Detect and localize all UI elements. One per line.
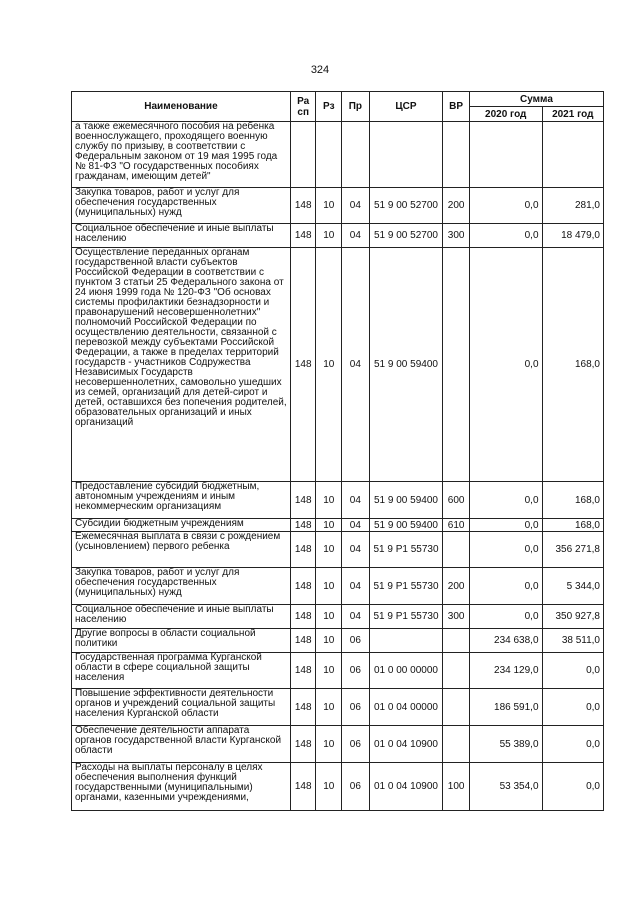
cell-rz: 10: [316, 224, 342, 248]
cell-pr: 04: [342, 224, 370, 248]
cell-pr: 04: [342, 248, 370, 482]
cell-csr: 51 9 P1 55730: [369, 532, 443, 568]
cell-name: а также ежемесячного пособия на ребенка военнослужащего, проходящего военную службу по призыву, в соответствии с Федеральным законом от 19 мая 1995 года № 81-ФЗ "О государственных пособиях гражданам, имеющим детей": [72, 122, 291, 188]
table-row: [72, 568, 604, 605]
cell-2020: 234 638,0: [469, 629, 542, 653]
cell-ra: 148: [290, 726, 316, 763]
cell-rz: [316, 122, 342, 188]
cell-ra: 148: [290, 248, 316, 482]
table-row: [72, 653, 604, 689]
cell-2020: 0,0: [469, 188, 542, 224]
table-row: [72, 605, 604, 629]
cell-2021: 5 344,0: [542, 568, 603, 605]
table-row: [72, 532, 604, 568]
cell-2021: 356 271,8: [542, 532, 603, 568]
cell-csr: [369, 629, 443, 653]
cell-2020: [469, 122, 542, 188]
cell-2020: 0,0: [469, 568, 542, 605]
header-rz: Рз: [316, 92, 342, 122]
cell-ra: 148: [290, 763, 316, 811]
header-year-2020: 2020 год: [469, 107, 542, 122]
table-row: [72, 763, 604, 811]
cell-vr: 300: [443, 605, 470, 629]
cell-name: Предоставление субсидий бюджетным, автономным учреждениям и иным некоммерческим организациям: [72, 482, 291, 519]
cell-rz: 10: [316, 248, 342, 482]
cell-rz: 10: [316, 519, 342, 532]
table-body: [72, 122, 604, 811]
cell-vr: 610: [443, 519, 470, 532]
cell-name: Субсидии бюджетным учреждениям: [72, 519, 291, 532]
page-number: 324: [310, 64, 330, 76]
cell-vr: [443, 248, 470, 482]
cell-2021: 168,0: [542, 248, 603, 482]
header-name: Наименование: [72, 92, 291, 122]
cell-2020: 53 354,0: [469, 763, 542, 811]
cell-vr: 100: [443, 763, 470, 811]
cell-csr: 51 9 00 59400: [369, 482, 443, 519]
cell-pr: [342, 122, 370, 188]
cell-pr: 06: [342, 726, 370, 763]
cell-2021: 281,0: [542, 188, 603, 224]
cell-pr: 04: [342, 605, 370, 629]
cell-vr: 200: [443, 568, 470, 605]
cell-name: Социальное обеспечение и иные выплаты населению: [72, 224, 291, 248]
cell-2020: 0,0: [469, 248, 542, 482]
cell-csr: 51 9 00 52700: [369, 188, 443, 224]
cell-rz: 10: [316, 532, 342, 568]
cell-name: Расходы на выплаты персоналу в целях обеспечения выполнения функций государственными (муниципальными) органами, казенными учреждениями,: [72, 763, 291, 811]
cell-vr: [443, 689, 470, 726]
table-row: [72, 122, 604, 188]
cell-ra: 148: [290, 224, 316, 248]
cell-ra: 148: [290, 605, 316, 629]
cell-name: Ежемесячная выплата в связи с рождением (усыновлением) первого ребенка: [72, 532, 291, 568]
cell-pr: 04: [342, 188, 370, 224]
cell-ra: 148: [290, 629, 316, 653]
cell-vr: [443, 629, 470, 653]
cell-2021: 168,0: [542, 482, 603, 519]
cell-pr: 06: [342, 763, 370, 811]
cell-pr: 04: [342, 568, 370, 605]
cell-rz: 10: [316, 653, 342, 689]
cell-ra: 148: [290, 519, 316, 532]
cell-csr: 51 9 00 52700: [369, 224, 443, 248]
cell-ra: 148: [290, 532, 316, 568]
cell-pr: 04: [342, 482, 370, 519]
cell-2021: 0,0: [542, 726, 603, 763]
cell-vr: [443, 122, 470, 188]
cell-name: Социальное обеспечение и иные выплаты населению: [72, 605, 291, 629]
table-row: [72, 629, 604, 653]
cell-vr: 600: [443, 482, 470, 519]
cell-2021: 0,0: [542, 689, 603, 726]
cell-rz: 10: [316, 726, 342, 763]
cell-rz: 10: [316, 689, 342, 726]
header-ra: Ра сп: [290, 92, 316, 122]
table-row: [72, 188, 604, 224]
cell-csr: 51 9 00 59400: [369, 519, 443, 532]
cell-ra: 148: [290, 188, 316, 224]
cell-ra: 148: [290, 568, 316, 605]
cell-2021: 0,0: [542, 763, 603, 811]
cell-2020: 55 389,0: [469, 726, 542, 763]
cell-2020: 0,0: [469, 519, 542, 532]
cell-rz: 10: [316, 763, 342, 811]
cell-ra: 148: [290, 482, 316, 519]
cell-2021: 350 927,8: [542, 605, 603, 629]
table-row: [72, 248, 604, 482]
cell-name: Закупка товаров, работ и услуг для обеспечения государственных (муниципальных) нужд: [72, 188, 291, 224]
table-row: [72, 726, 604, 763]
cell-vr: 200: [443, 188, 470, 224]
cell-2020: 0,0: [469, 482, 542, 519]
cell-csr: 51 9 P1 55730: [369, 568, 443, 605]
cell-csr: 01 0 04 10900: [369, 726, 443, 763]
cell-2021: 18 479,0: [542, 224, 603, 248]
header-pr: Пр: [342, 92, 370, 122]
header-sum: Сумма: [469, 92, 603, 107]
cell-pr: 04: [342, 519, 370, 532]
cell-name: Осуществление переданных органам государственной власти субъектов Российской Федерации в соответствии с пунктом 3 статьи 25 Федерального закона от 24 июня 1999 года № 120-ФЗ "Об основах системы профилактики безнадзорности и правонарушений несовершеннолетних" полномочий Российской Федерации по осуществлению деятельности, связанной с перевозкой между субъектами Российской Федерации, а также в пределах территорий государств - участников Содружества Независимых Государств несовершеннолетних, самовольно ушедших из семей, организаций для детей-сирот и детей, оставшихся без попечения родителей, образовательных организаций и иных организаций: [72, 248, 291, 482]
cell-rz: 10: [316, 629, 342, 653]
budget-table: [71, 91, 604, 811]
table-row: [72, 224, 604, 248]
cell-2020: 0,0: [469, 532, 542, 568]
header-year-2021: 2021 год: [542, 107, 603, 122]
cell-name: Другие вопросы в области социальной политики: [72, 629, 291, 653]
cell-name: Государственная программа Курганской области в сфере социальной защиты населения: [72, 653, 291, 689]
cell-2020: 0,0: [469, 605, 542, 629]
cell-csr: 51 9 P1 55730: [369, 605, 443, 629]
cell-ra: 148: [290, 653, 316, 689]
cell-2021: 168,0: [542, 519, 603, 532]
cell-pr: 06: [342, 629, 370, 653]
cell-rz: 10: [316, 188, 342, 224]
header-csr: ЦСР: [369, 92, 443, 122]
cell-rz: 10: [316, 482, 342, 519]
cell-pr: 04: [342, 532, 370, 568]
cell-name: Повышение эффективности деятельности органов и учреждений социальной защиты населения Курганской области: [72, 689, 291, 726]
cell-rz: 10: [316, 605, 342, 629]
cell-vr: [443, 653, 470, 689]
cell-2020: 0,0: [469, 224, 542, 248]
table-row: [72, 689, 604, 726]
cell-2021: 0,0: [542, 653, 603, 689]
cell-name: Обеспечение деятельности аппарата органов государственной власти Курганской области: [72, 726, 291, 763]
table-row: [72, 519, 604, 532]
cell-csr: 01 0 04 00000: [369, 689, 443, 726]
cell-csr: [369, 122, 443, 188]
cell-csr: 51 9 00 59400: [369, 248, 443, 482]
cell-csr: 01 0 00 00000: [369, 653, 443, 689]
cell-pr: 06: [342, 689, 370, 726]
cell-vr: [443, 532, 470, 568]
cell-vr: [443, 726, 470, 763]
cell-2021: [542, 122, 603, 188]
cell-2021: 38 511,0: [542, 629, 603, 653]
table-row: [72, 482, 604, 519]
cell-vr: 300: [443, 224, 470, 248]
header-vr: ВР: [443, 92, 470, 122]
cell-2020: 186 591,0: [469, 689, 542, 726]
cell-ra: 148: [290, 689, 316, 726]
cell-2020: 234 129,0: [469, 653, 542, 689]
cell-pr: 06: [342, 653, 370, 689]
cell-rz: 10: [316, 568, 342, 605]
cell-ra: [290, 122, 316, 188]
cell-csr: 01 0 04 10900: [369, 763, 443, 811]
cell-name: Закупка товаров, работ и услуг для обеспечения государственных (муниципальных) нужд: [72, 568, 291, 605]
